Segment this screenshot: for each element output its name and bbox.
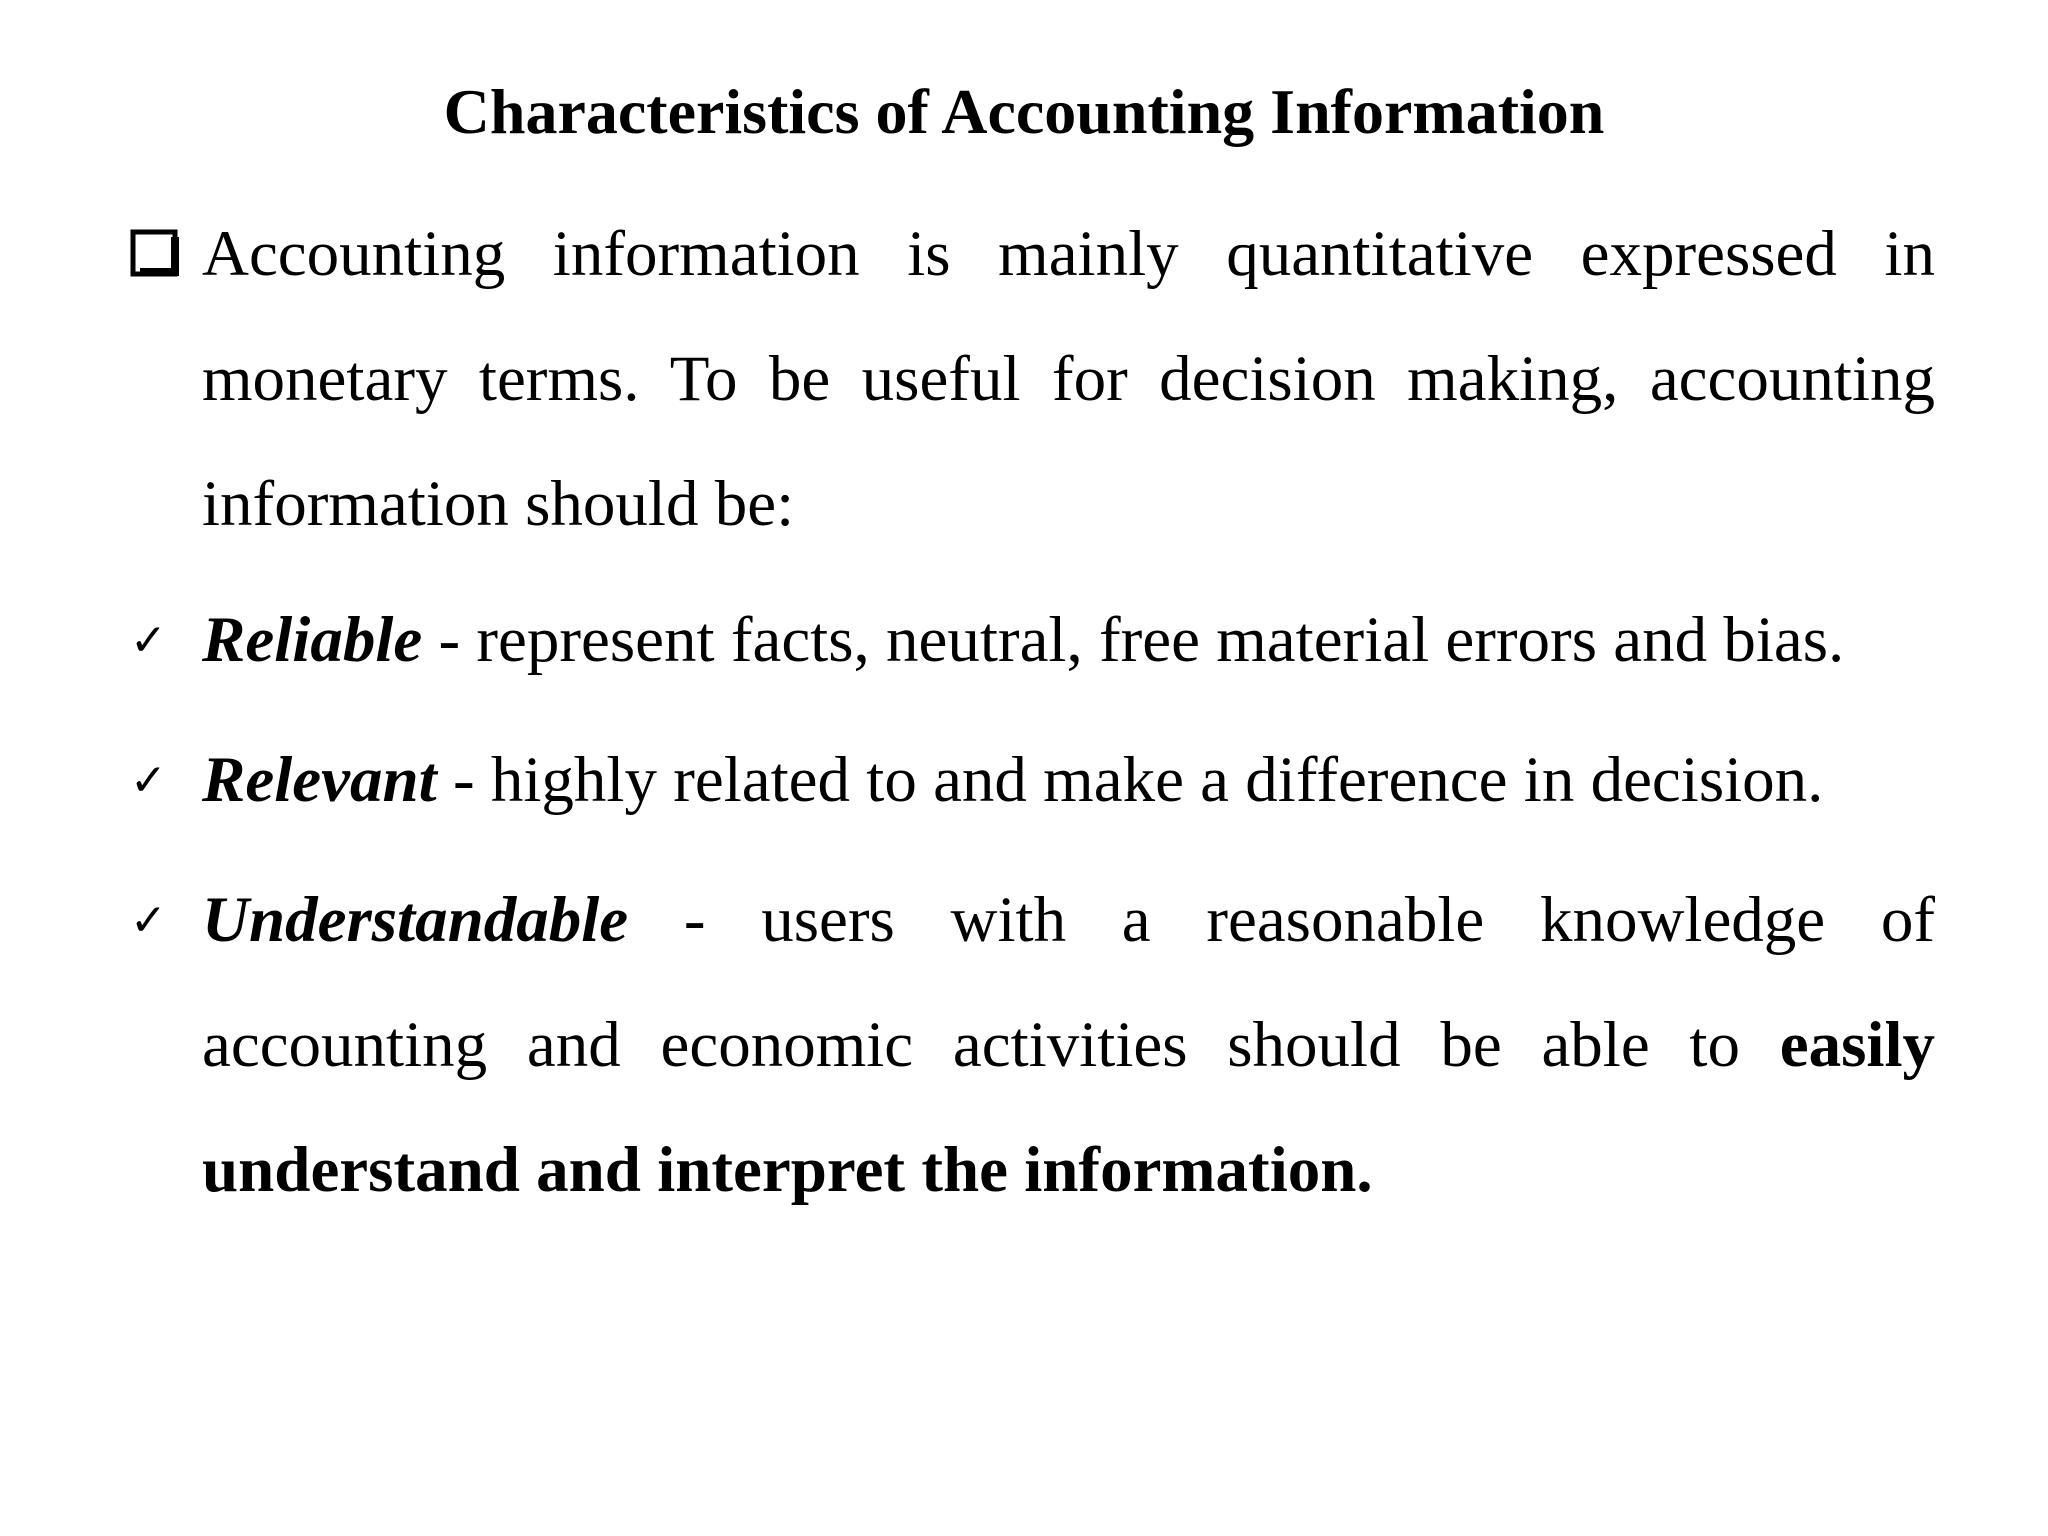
criterion-term: Reliable — [202, 604, 423, 676]
criterion-description: - represent facts, neutral, free material errors and bias. — [422, 604, 1845, 676]
check-icon: ✓ — [130, 895, 167, 946]
slide-title: Characteristics of Accounting Information — [443, 76, 1605, 147]
criterion-understandable — [130, 858, 1935, 1233]
criterion-term: Understandable — [202, 884, 629, 956]
criterion-description: - highly related to and make a difference in decision. — [436, 744, 1824, 816]
check-icon: ✓ — [130, 615, 167, 666]
intro-bullet — [130, 192, 1935, 567]
criterion-text — [202, 578, 1935, 703]
criterion-term: Relevant — [202, 744, 437, 816]
criterion-text — [202, 858, 1935, 1233]
criterion-emphasis: easily understand and interpret the information. — [202, 1009, 1935, 1206]
check-icon: ✓ — [130, 755, 167, 806]
intro-text: Accounting information is mainly quantitative expressed in monetary terms. To be useful for decision making, accounting information should be: — [202, 218, 1935, 540]
criterion-relevant — [130, 718, 1935, 843]
square-bullet-icon — [130, 192, 182, 317]
criterion-description: - users with a reasonable knowledge of accounting and economic activities should be able to — [202, 884, 1935, 1081]
criterion-text — [202, 718, 1935, 843]
criterion-reliable — [130, 578, 1935, 703]
